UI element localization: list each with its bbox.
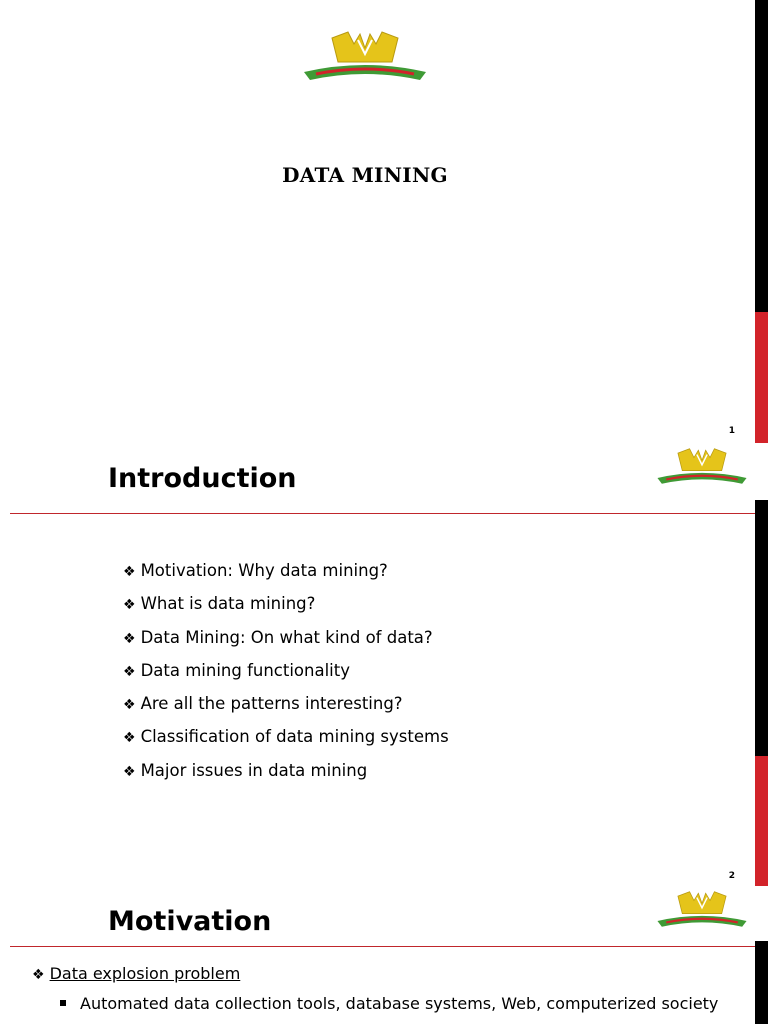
side-bar-black xyxy=(755,941,768,1024)
diamond-bullet-icon: ❖ xyxy=(123,597,136,614)
slide-motivation xyxy=(0,886,768,1024)
list-item: Automated data collection tools, database systems, Web, computerized society xyxy=(60,994,718,1013)
slide-heading: Introduction xyxy=(108,463,297,494)
university-logo-icon xyxy=(656,443,748,491)
side-bar-black xyxy=(755,500,768,756)
diamond-bullet-icon: ❖ xyxy=(123,564,136,580)
slide-heading: Motivation xyxy=(108,906,272,937)
slide-number: 1 xyxy=(728,426,735,436)
slide-introduction xyxy=(0,443,768,886)
list-item: ❖ Data explosion problem xyxy=(32,964,241,983)
slide-number: 2 xyxy=(728,871,735,881)
list-item: ❖ Data Mining: On what kind of data? xyxy=(123,627,433,647)
heading-divider xyxy=(10,513,755,514)
list-item: ❖ Major issues in data mining xyxy=(123,760,368,780)
diamond-bullet-icon: ❖ xyxy=(123,763,136,780)
diamond-bullet-icon: ❖ xyxy=(32,967,45,983)
list-item: ❖ Classification of data mining systems xyxy=(123,727,449,747)
presentation-title: DATA MINING xyxy=(282,163,448,187)
list-item: ❖ Data mining functionality xyxy=(123,660,350,680)
side-bar-red xyxy=(755,756,768,886)
side-bar-red xyxy=(755,312,768,443)
list-item: ❖ Motivation: Why data mining? xyxy=(123,561,388,580)
list-item: ❖ Are all the patterns interesting? xyxy=(123,694,403,714)
square-bullet-icon xyxy=(60,1000,66,1006)
university-logo-icon xyxy=(656,886,748,934)
side-bar-black xyxy=(755,0,768,312)
university-logo-icon xyxy=(302,28,428,86)
diamond-bullet-icon: ❖ xyxy=(123,730,136,747)
slide-title xyxy=(0,0,768,443)
heading-divider xyxy=(10,946,755,947)
diamond-bullet-icon: ❖ xyxy=(123,697,136,714)
diamond-bullet-icon: ❖ xyxy=(123,630,136,647)
topic-list xyxy=(123,561,449,794)
diamond-bullet-icon: ❖ xyxy=(123,663,136,680)
list-item: ❖ What is data mining? xyxy=(123,594,316,614)
